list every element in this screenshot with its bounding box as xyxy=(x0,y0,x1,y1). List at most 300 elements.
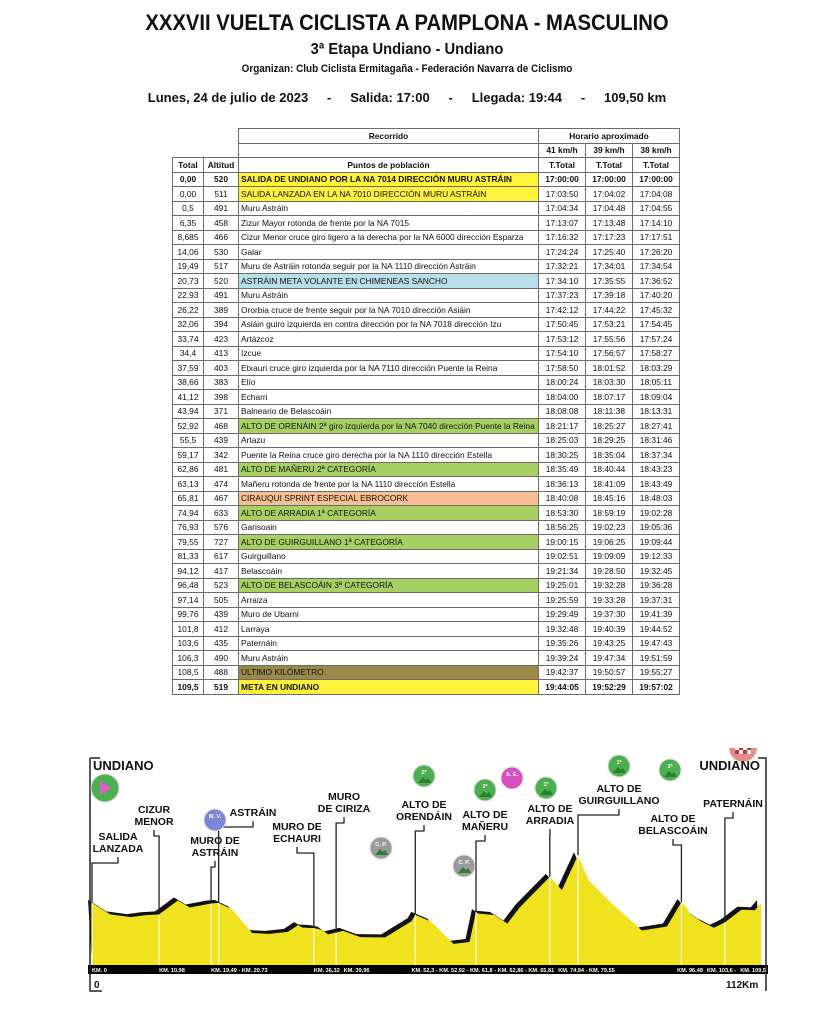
time-41kmh-cell: 18:25:03 xyxy=(539,433,586,448)
waypoint-label: SALIDA xyxy=(98,831,138,843)
km-total-cell: 74,94 xyxy=(173,506,204,521)
time-39kmh-cell: 17:55:56 xyxy=(586,332,633,347)
km-total-cell: 33,74 xyxy=(173,332,204,347)
checkered-flag-icon xyxy=(743,750,747,754)
time-39kmh-cell: 17:34:01 xyxy=(586,259,633,274)
altitude-cell: 633 xyxy=(204,506,239,521)
table-row xyxy=(173,172,680,187)
table-row xyxy=(173,274,680,289)
time-39kmh-cell: 19:02:23 xyxy=(586,520,633,535)
time-39kmh-cell: 17:04:02 xyxy=(586,187,633,202)
time-41kmh-cell: 17:54:10 xyxy=(539,346,586,361)
km-bar-label: KM. 39,96 xyxy=(343,968,370,974)
table-row xyxy=(173,361,680,376)
waypoint-label: ARRADIA xyxy=(525,815,575,827)
km-total-cell: 22,93 xyxy=(173,288,204,303)
waypoint-label: ASTRÁIN xyxy=(191,847,239,859)
waypoint-label-group xyxy=(638,813,707,837)
table-row xyxy=(173,651,680,666)
altitude-cell: 468 xyxy=(204,419,239,434)
time-38kmh-cell: 18:31:46 xyxy=(633,433,680,448)
time-38kmh-cell: 17:34:54 xyxy=(633,259,680,274)
badge-label: 1ª xyxy=(543,782,549,788)
place-description-cell: Muru Astráin xyxy=(239,201,539,216)
km-total-cell: 62,86 xyxy=(173,462,204,477)
km-total-cell: 63,13 xyxy=(173,477,204,492)
km-total-cell: 20,73 xyxy=(173,274,204,289)
place-description-cell: Paternáin xyxy=(239,636,539,651)
km-total-cell: 94,12 xyxy=(173,564,204,579)
separator: - xyxy=(580,90,586,105)
time-41kmh-cell: 19:25:59 xyxy=(539,593,586,608)
km-total-cell: 109,5 xyxy=(173,680,204,695)
waypoint-label: LANZADA xyxy=(92,843,144,855)
leader-line xyxy=(673,839,681,902)
checkered-flag-icon xyxy=(743,748,747,750)
time-38kmh-cell: 19:57:02 xyxy=(633,680,680,695)
time-39kmh-cell: 18:25:27 xyxy=(586,419,633,434)
badge-label: M. V. xyxy=(208,814,222,820)
place-description-cell: SALIDA DE UNDIANO POR LA NA 7014 DIRECCIÓN MURU ASTRÁIN xyxy=(239,172,539,187)
altitude-cell: 413 xyxy=(204,346,239,361)
table-row xyxy=(173,245,680,260)
waypoint-label-group xyxy=(462,809,508,833)
km-total-cell: 26,22 xyxy=(173,303,204,318)
km-bar-label: KM. 96,48 xyxy=(677,968,703,974)
time-41kmh-cell: 19:32:48 xyxy=(539,622,586,637)
leader-line xyxy=(415,825,424,915)
table-row xyxy=(173,187,680,202)
altitude-cell: 466 xyxy=(204,230,239,245)
km-total-cell: 0,00 xyxy=(173,187,204,202)
time-38kmh-cell: 17:57:24 xyxy=(633,332,680,347)
time-38kmh-cell: 19:05:36 xyxy=(633,520,680,535)
time-39kmh-cell: 18:07:17 xyxy=(586,390,633,405)
altitude-cell: 458 xyxy=(204,216,239,231)
stage-profile xyxy=(88,748,778,998)
time-41kmh-cell: 17:13:07 xyxy=(539,216,586,231)
time-39kmh-cell: 19:09:09 xyxy=(586,549,633,564)
leader-line xyxy=(92,857,118,903)
km-total-cell: 37,59 xyxy=(173,361,204,376)
altitude-cell: 403 xyxy=(204,361,239,376)
time-41kmh-cell: 17:34:10 xyxy=(539,274,586,289)
time-38kmh-cell: 18:13:31 xyxy=(633,404,680,419)
green-badge xyxy=(608,755,630,777)
separator: - xyxy=(448,90,453,105)
time-41kmh-cell: 19:00:15 xyxy=(539,535,586,550)
altitude-cell: 383 xyxy=(204,375,239,390)
time-38kmh-cell: 17:14:10 xyxy=(633,216,680,231)
place-description-cell: Galar xyxy=(239,245,539,260)
altitude-cell: 439 xyxy=(204,433,239,448)
table-row xyxy=(173,390,680,405)
km-total-cell: 59,17 xyxy=(173,448,204,463)
time-39kmh-cell: 19:52:29 xyxy=(586,680,633,695)
time-39kmh-cell: 19:28:50 xyxy=(586,564,633,579)
table-row xyxy=(173,622,680,637)
altitude-cell: 617 xyxy=(204,549,239,564)
table-row xyxy=(173,448,680,463)
speed-header-41: 41 km/h xyxy=(539,143,586,158)
km-total-cell: 52,92 xyxy=(173,419,204,434)
cp-badge xyxy=(370,837,392,859)
time-38kmh-cell: 19:09:44 xyxy=(633,535,680,550)
waypoint-label-group xyxy=(578,783,659,807)
time-38kmh-cell: 17:00:00 xyxy=(633,172,680,187)
table-row xyxy=(173,332,680,347)
table-row xyxy=(173,535,680,550)
time-38kmh-cell: 17:45:32 xyxy=(633,303,680,318)
place-description-cell: ALTO DE ORENÁIN 2ª giro izquierda por la NA 7040 dirección Puente la Reina xyxy=(239,419,539,434)
badge-label: C. P. xyxy=(458,860,470,866)
place-description-cell: Ororbia cruce de frente seguir por la NA 7010 dirección Asiáin xyxy=(239,303,539,318)
time-38kmh-cell: 17:04:55 xyxy=(633,201,680,216)
profile-area xyxy=(92,855,761,965)
waypoint-label: MURO DE xyxy=(272,821,322,833)
axis-end-label: 112Km xyxy=(726,980,759,991)
place-description-cell: Belascoáin xyxy=(239,564,539,579)
start-town-label: UNDIANO xyxy=(93,758,154,773)
km-total-cell: 43,94 xyxy=(173,404,204,419)
altitude-cell: 530 xyxy=(204,245,239,260)
table-row xyxy=(173,419,680,434)
schedule-group-header: Horario aproximado xyxy=(539,129,680,144)
place-description-cell: Izcue xyxy=(239,346,539,361)
place-description-cell: Elío xyxy=(239,375,539,390)
table-row xyxy=(173,477,680,492)
km-total-cell: 14,06 xyxy=(173,245,204,260)
time-39kmh-cell: 17:25:40 xyxy=(586,245,633,260)
altitude-cell: 505 xyxy=(204,593,239,608)
leader-line xyxy=(578,809,619,855)
place-description-cell: Balneario de Belascoáin xyxy=(239,404,539,419)
altitude-cell: 511 xyxy=(204,187,239,202)
time-41kmh-cell: 17:32:21 xyxy=(539,259,586,274)
time-41kmh-cell: 19:35:26 xyxy=(539,636,586,651)
empty-corner xyxy=(173,129,239,158)
time-41kmh-cell: 19:42:37 xyxy=(539,665,586,680)
table-row xyxy=(173,346,680,361)
time-39kmh-cell: 18:01:52 xyxy=(586,361,633,376)
time-38kmh-cell: 17:40:20 xyxy=(633,288,680,303)
place-description-cell: Larraya xyxy=(239,622,539,637)
altitude-cell: 417 xyxy=(204,564,239,579)
time-38kmh-cell: 18:37:34 xyxy=(633,448,680,463)
time-39kmh-cell: 18:35:04 xyxy=(586,448,633,463)
table-row xyxy=(173,636,680,651)
time-39kmh-cell: 17:35:55 xyxy=(586,274,633,289)
time-38kmh-cell: 18:09:04 xyxy=(633,390,680,405)
time-39kmh-cell: 17:17:23 xyxy=(586,230,633,245)
time-38kmh-cell: 17:04:08 xyxy=(633,187,680,202)
place-description-cell: ALTO DE GUIRGUILLANO 1ª CATEGORÍA xyxy=(239,535,539,550)
place-description-cell: Garisoain xyxy=(239,520,539,535)
waypoint-label-group xyxy=(396,799,452,823)
table-row xyxy=(173,230,680,245)
table-row xyxy=(173,680,680,695)
km-total-cell: 8,685 xyxy=(173,230,204,245)
waypoint-label: ALTO DE xyxy=(527,803,573,815)
altitude-cell: 491 xyxy=(204,288,239,303)
place-description-cell: Cizur Menor cruce giro ligero a la derecha por la NA 6000 dirección Esparza xyxy=(239,230,539,245)
altitude-cell: 520 xyxy=(204,172,239,187)
km-total-cell: 108,5 xyxy=(173,665,204,680)
place-description-cell: ALTO DE BELASCOÁIN 3ª CATEGORÍA xyxy=(239,578,539,593)
place-description-cell: Muru Astráin xyxy=(239,288,539,303)
time-38kmh-cell: 19:47:43 xyxy=(633,636,680,651)
place-description-cell: Artazu xyxy=(239,433,539,448)
badge-label: 2ª xyxy=(482,784,488,790)
start-badge-label: ▶ xyxy=(104,791,106,792)
time-39kmh-cell: 18:29:25 xyxy=(586,433,633,448)
altitude-cell: 389 xyxy=(204,303,239,318)
badge-label: 1ª xyxy=(616,760,622,766)
cp-badge xyxy=(453,855,475,877)
altitude-cell: 474 xyxy=(204,477,239,492)
km-bar-label: KM. 0 xyxy=(92,968,107,974)
checkered-flag-icon xyxy=(739,748,743,750)
time-39kmh-cell: 19:37:30 xyxy=(586,607,633,622)
km-total-cell: 38,66 xyxy=(173,375,204,390)
leader-line xyxy=(476,835,485,912)
time-41kmh-cell: 17:00:00 xyxy=(539,172,586,187)
waypoint-label: ECHAURI xyxy=(273,833,321,845)
km-total-cell: 106,3 xyxy=(173,651,204,666)
time-39kmh-cell: 19:32:28 xyxy=(586,578,633,593)
km-total-cell: 32,06 xyxy=(173,317,204,332)
km-bar-label: KM. 52,3 - KM. 52,92 - KM. 61,8 - KM. 62,86 - KM. 65,81 xyxy=(411,968,555,974)
time-41kmh-cell: 19:39:24 xyxy=(539,651,586,666)
blank-header-cell xyxy=(239,143,539,158)
leader-line xyxy=(725,812,733,922)
km-bar-label: KM. 109,5 xyxy=(740,968,766,974)
km-total-cell: 6,35 xyxy=(173,216,204,231)
waypoint-label-group xyxy=(318,791,371,815)
table-row xyxy=(173,520,680,535)
time-38kmh-cell: 17:36:52 xyxy=(633,274,680,289)
waypoint-label: MENOR xyxy=(134,816,174,828)
time-38kmh-cell: 17:17:51 xyxy=(633,230,680,245)
altitude-cell: 488 xyxy=(204,665,239,680)
waypoint-label: ALTO DE xyxy=(401,799,447,811)
badge-label: 2ª xyxy=(421,770,427,776)
time-38kmh-cell: 18:05:11 xyxy=(633,375,680,390)
table-row xyxy=(173,607,680,622)
place-description-cell: Arraiza xyxy=(239,593,539,608)
altitude-cell: 467 xyxy=(204,491,239,506)
speed-header-38: 38 km/h xyxy=(633,143,680,158)
start-time: Salida: 17:00 xyxy=(350,90,430,105)
km-total-cell: 41,12 xyxy=(173,390,204,405)
leader-line xyxy=(154,830,159,914)
place-description-cell: ASTRÁIN META VOLANTE EN CHIMENEAS SANCHO xyxy=(239,274,539,289)
km-total-cell: 19,49 xyxy=(173,259,204,274)
time-41kmh-cell: 17:50:45 xyxy=(539,317,586,332)
arrival-time: Llegada: 19:44 xyxy=(471,90,563,105)
time-39kmh-cell: 19:50:57 xyxy=(586,665,633,680)
waypoint-label: BELASCOÁIN xyxy=(638,825,708,837)
page-title: XXXVII VUELTA CICLISTA A PAMPLONA - MASCULINO xyxy=(145,10,669,35)
speed-header-39: 39 km/h xyxy=(586,143,633,158)
altitude-cell: 435 xyxy=(204,636,239,651)
place-description-cell: Guirguillano xyxy=(239,549,539,564)
time-38kmh-cell: 18:48:03 xyxy=(633,491,680,506)
time-39kmh-cell: 19:43:25 xyxy=(586,636,633,651)
table-row xyxy=(173,317,680,332)
place-description-cell: SALIDA LANZADA EN LA NA 7010 DIRECCIÓN MURU ASTRÁIN xyxy=(239,187,539,202)
waypoint-label-group xyxy=(134,804,174,828)
waypoint-label-group xyxy=(190,835,240,859)
time-39kmh-cell: 19:33:28 xyxy=(586,593,633,608)
time-39kmh-cell: 18:03:30 xyxy=(586,375,633,390)
km-bar-label: KM. 19,49 - KM. 20.73 xyxy=(211,968,268,974)
km-total-cell: 76,93 xyxy=(173,520,204,535)
altitude-cell: 519 xyxy=(204,680,239,695)
time-39kmh-cell: 17:13:48 xyxy=(586,216,633,231)
table-row xyxy=(173,578,680,593)
waypoint-label: ORENDÁIN xyxy=(395,811,453,823)
place-description-cell: Mañeru rotonda de frente por la NA 1110 dirección Estella xyxy=(239,477,539,492)
time-38kmh-cell: 19:44:52 xyxy=(633,622,680,637)
time-column-header: T.Total xyxy=(539,158,586,173)
time-41kmh-cell: 18:00:24 xyxy=(539,375,586,390)
time-41kmh-cell: 18:40:08 xyxy=(539,491,586,506)
time-41kmh-cell: 17:58:50 xyxy=(539,361,586,376)
waypoint-label: ALTO DE xyxy=(650,813,696,825)
green-badge xyxy=(659,759,681,781)
time-41kmh-cell: 17:53:12 xyxy=(539,332,586,347)
waypoint-label-group xyxy=(93,831,144,855)
table-row xyxy=(173,491,680,506)
route-table xyxy=(172,128,680,695)
waypoint-label: ALTO DE xyxy=(596,783,642,795)
place-description-cell: Etxauri cruce giro izquierda por la NA 7110 dirección Puente la Reina xyxy=(239,361,539,376)
altitude-cell: 490 xyxy=(204,651,239,666)
places-column-header: Puntos de población xyxy=(239,158,539,173)
table-row xyxy=(173,259,680,274)
time-41kmh-cell: 17:03:50 xyxy=(539,187,586,202)
place-description-cell: ALTO DE ARRADIA 1ª CATEGORÍA xyxy=(239,506,539,521)
table-row xyxy=(173,288,680,303)
stage-distance: 109,50 km xyxy=(604,90,667,105)
time-41kmh-cell: 19:25:01 xyxy=(539,578,586,593)
waypoint-label-group xyxy=(272,821,322,845)
waypoint-label: ALTO DE xyxy=(462,809,508,821)
time-41kmh-cell: 17:42:12 xyxy=(539,303,586,318)
altitude-cell: 576 xyxy=(204,520,239,535)
time-41kmh-cell: 18:53:30 xyxy=(539,506,586,521)
time-41kmh-cell: 18:08:08 xyxy=(539,404,586,419)
axis-start-label: 0 xyxy=(94,980,100,991)
km-total-cell: 101,8 xyxy=(173,622,204,637)
place-description-cell: Muru de Astráin rotonda seguir por la NA 1110 dirección Astráin xyxy=(239,259,539,274)
waypoint-label: MURO DE xyxy=(190,835,240,847)
km-total-cell: 55,5 xyxy=(173,433,204,448)
place-description-cell: Echarri xyxy=(239,390,539,405)
place-description-cell: Artázcoz xyxy=(239,332,539,347)
green-badge xyxy=(535,777,557,799)
finish-town-label: UNDIANO xyxy=(699,758,760,773)
place-description-cell: ULTIMO KILÓMETRO xyxy=(239,665,539,680)
time-38kmh-cell: 17:58:27 xyxy=(633,346,680,361)
total-column-header: Total xyxy=(173,158,204,173)
checkered-flag-icon xyxy=(739,750,743,754)
time-39kmh-cell: 17:56:57 xyxy=(586,346,633,361)
km-total-cell: 79,55 xyxy=(173,535,204,550)
altitude-cell: 342 xyxy=(204,448,239,463)
time-38kmh-cell: 19:37:31 xyxy=(633,593,680,608)
time-column-header: T.Total xyxy=(633,158,680,173)
time-41kmh-cell: 18:30:25 xyxy=(539,448,586,463)
time-39kmh-cell: 19:06:25 xyxy=(586,535,633,550)
altitude-cell: 520 xyxy=(204,274,239,289)
time-41kmh-cell: 19:21:34 xyxy=(539,564,586,579)
place-description-cell: Asiáin guiro izquierda en contra dirección por la NA 7018 dirección Izu xyxy=(239,317,539,332)
time-39kmh-cell: 17:39:18 xyxy=(586,288,633,303)
time-39kmh-cell: 18:59:19 xyxy=(586,506,633,521)
km-bar-label: KM. 10,98 xyxy=(159,968,185,974)
time-38kmh-cell: 18:43:49 xyxy=(633,477,680,492)
time-38kmh-cell: 19:51:59 xyxy=(633,651,680,666)
waypoint-label: MAÑERU xyxy=(461,821,509,833)
table-row xyxy=(173,506,680,521)
altitude-cell: 394 xyxy=(204,317,239,332)
time-41kmh-cell: 18:56:25 xyxy=(539,520,586,535)
time-39kmh-cell: 18:45:16 xyxy=(586,491,633,506)
km-total-cell: 0,00 xyxy=(173,172,204,187)
time-41kmh-cell: 19:44:05 xyxy=(539,680,586,695)
altitude-cell: 398 xyxy=(204,390,239,405)
stage-info-line xyxy=(0,90,814,105)
altitude-cell: 371 xyxy=(204,404,239,419)
place-description-cell: Zizur Mayor rotonda de frente por la NA 7015 xyxy=(239,216,539,231)
stage-subtitle: 3ª Etapa Undiano - Undiano xyxy=(310,41,504,58)
waypoint-label: MURO xyxy=(327,791,361,803)
place-description-cell: Muru Astráin xyxy=(239,651,539,666)
green-badge xyxy=(474,779,496,801)
time-39kmh-cell: 18:40:44 xyxy=(586,462,633,477)
table-row xyxy=(173,375,680,390)
time-39kmh-cell: 17:00:00 xyxy=(586,172,633,187)
altitude-column-header: Altitud xyxy=(204,158,239,173)
time-39kmh-cell: 18:41:09 xyxy=(586,477,633,492)
time-38kmh-cell: 19:41:39 xyxy=(633,607,680,622)
checkered-flag-icon xyxy=(747,748,751,750)
time-41kmh-cell: 18:04:00 xyxy=(539,390,586,405)
checkered-flag-icon xyxy=(735,748,739,750)
time-41kmh-cell: 18:21:17 xyxy=(539,419,586,434)
time-41kmh-cell: 18:35:49 xyxy=(539,462,586,477)
table-row xyxy=(173,404,680,419)
time-41kmh-cell: 17:37:23 xyxy=(539,288,586,303)
table-row xyxy=(173,665,680,680)
place-description-cell: Puente la Reina cruce giro derecha por la NA 1110 dirección Estella xyxy=(239,448,539,463)
km-bar-label: KM. 74,94 - KM. 79,55 xyxy=(558,968,615,974)
time-39kmh-cell: 19:40:39 xyxy=(586,622,633,637)
place-description-cell: CIRAUQUI SPRINT ESPECIAL EBROCORK xyxy=(239,491,539,506)
waypoint-label-group xyxy=(703,797,763,810)
place-description-cell: Muro de Ubarni xyxy=(239,607,539,622)
table-row xyxy=(173,433,680,448)
sprint-badge xyxy=(501,767,523,789)
km-total-cell: 97,14 xyxy=(173,593,204,608)
km-total-cell: 81,33 xyxy=(173,549,204,564)
altitude-cell: 481 xyxy=(204,462,239,477)
stage-date: Lunes, 24 de julio de 2023 xyxy=(147,90,309,105)
time-41kmh-cell: 17:16:32 xyxy=(539,230,586,245)
km-bar-label: KM. 36,32 xyxy=(313,968,340,974)
